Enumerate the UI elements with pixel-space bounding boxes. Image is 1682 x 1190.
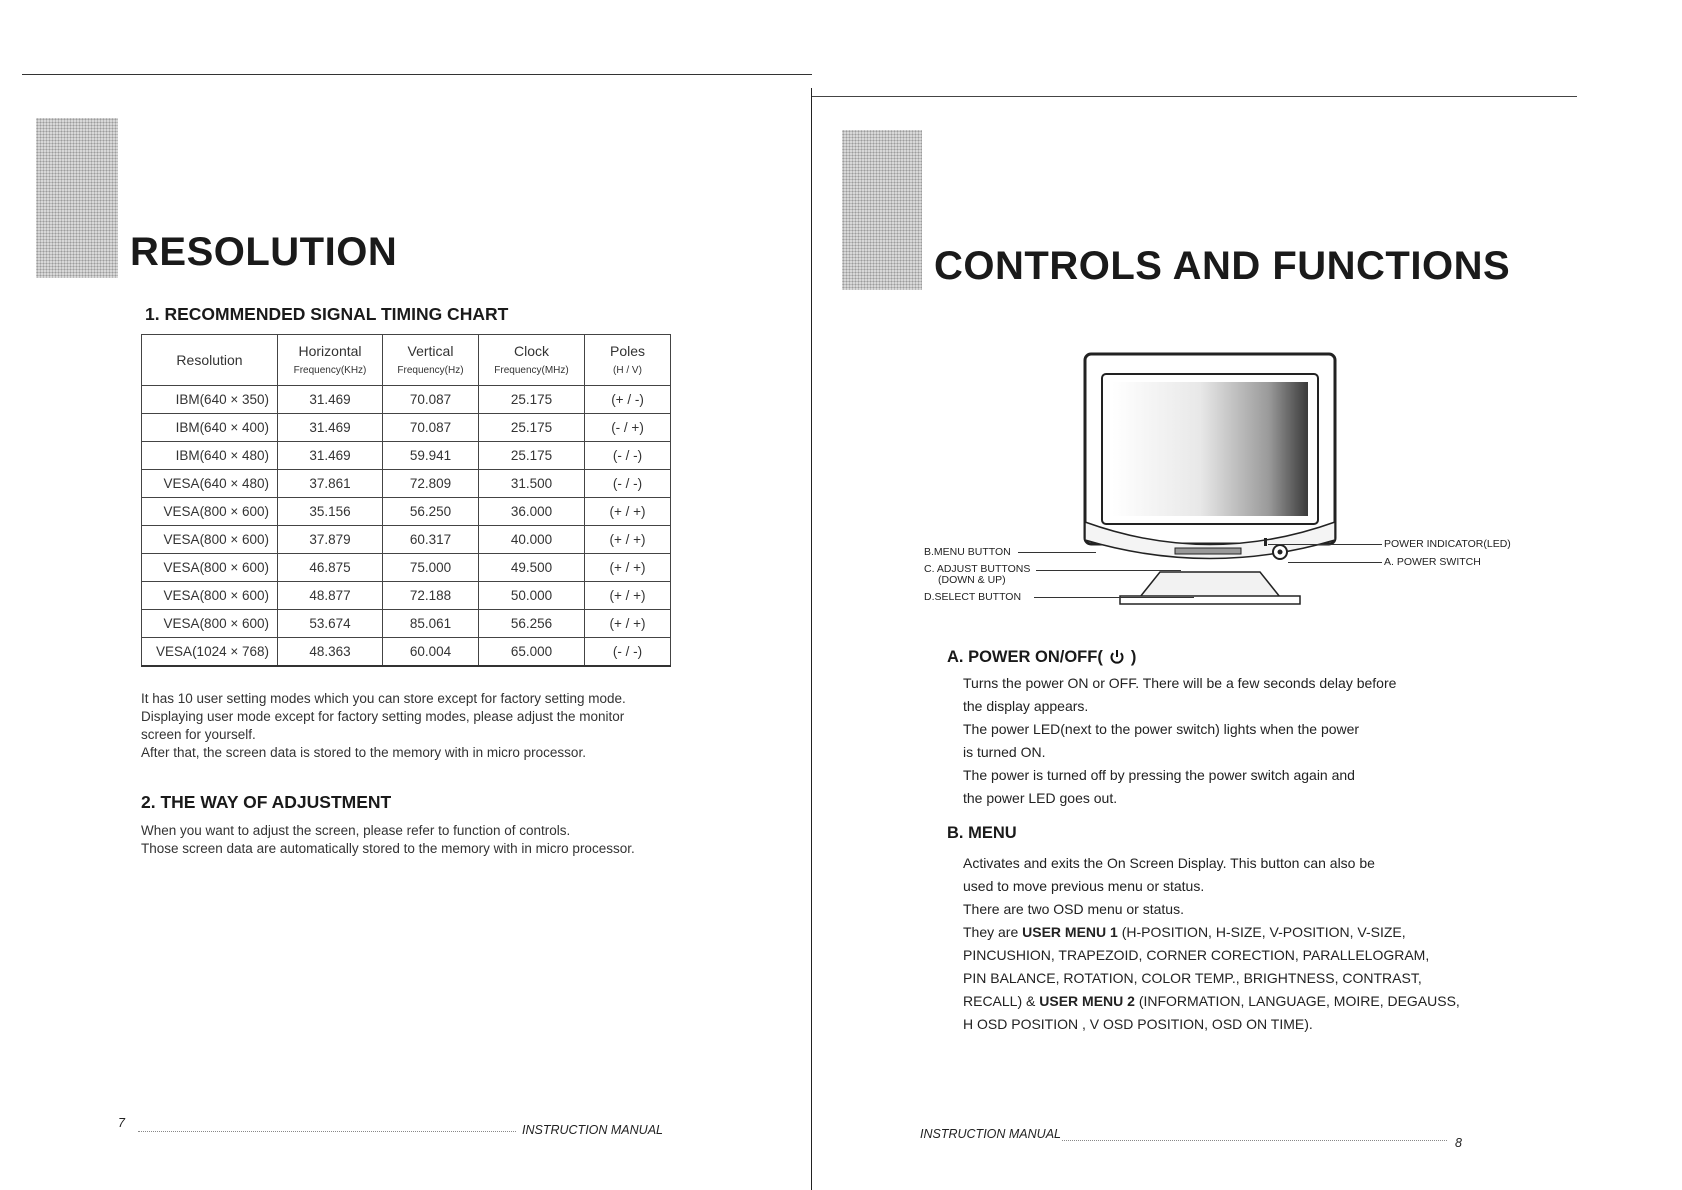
page-spine: [811, 88, 812, 1190]
menu-heading: B. MENU: [947, 824, 1017, 842]
cell-hfreq: 48.877: [278, 582, 383, 610]
title-shade-block-left: [36, 118, 118, 278]
note-line: It has 10 user setting modes which you can store except for factory setting mode.: [141, 691, 626, 706]
cell-clock: 25.175: [479, 442, 585, 470]
cell-vfreq: 72.809: [383, 470, 479, 498]
cell-resolution: VESA(800 × 600): [142, 610, 278, 638]
callout-line: [1288, 562, 1382, 563]
section1-heading: 1. RECOMMENDED SIGNAL TIMING CHART: [145, 304, 509, 324]
cell-clock: 40.000: [479, 526, 585, 554]
cell-poles: (+ / +): [585, 526, 671, 554]
callout-select-button: D.SELECT BUTTON: [924, 591, 1022, 603]
cell-vfreq: 75.000: [383, 554, 479, 582]
power-symbol-icon: [1109, 649, 1125, 665]
col-header-clock: Clock Frequency(MHz): [479, 335, 585, 386]
table-row: [142, 498, 671, 526]
menu-line: Activates and exits the On Screen Display. This button can also be: [963, 855, 1375, 871]
cell-resolution: VESA(800 × 600): [142, 498, 278, 526]
cell-hfreq: 48.363: [278, 638, 383, 667]
cell-clock: 49.500: [479, 554, 585, 582]
cell-hfreq: 31.469: [278, 386, 383, 414]
user-modes-note: [141, 690, 701, 762]
page-title-controls: CONTROLS AND FUNCTIONS: [934, 244, 1511, 288]
table-row: [142, 442, 671, 470]
cell-resolution: IBM(640 × 480): [142, 442, 278, 470]
cell-poles: (+ / +): [585, 610, 671, 638]
cell-resolution: IBM(640 × 350): [142, 386, 278, 414]
cell-vfreq: 72.188: [383, 582, 479, 610]
table-row: [142, 554, 671, 582]
callout-power-switch: A. POWER SWITCH: [1384, 556, 1481, 568]
cell-hfreq: 31.469: [278, 414, 383, 442]
power-line: The power is turned off by pressing the power switch again and: [963, 767, 1355, 783]
callout-power-indicator: POWER INDICATOR(LED): [1384, 538, 1511, 550]
power-heading-text: A. POWER ON/OFF(: [947, 648, 1103, 666]
cell-resolution: IBM(640 × 400): [142, 414, 278, 442]
note-line: After that, the screen data is stored to the memory with in micro processor.: [141, 745, 586, 760]
table-row: [142, 526, 671, 554]
cell-hfreq: 37.879: [278, 526, 383, 554]
menu-line: They are USER MENU 1 (H-POSITION, H-SIZE, V-POSITION, V-SIZE,: [963, 924, 1406, 940]
callout-line: [1268, 544, 1382, 545]
table-row: [142, 470, 671, 498]
adjustment-line: When you want to adjust the screen, please refer to function of controls.: [141, 823, 571, 838]
menu-line: H OSD POSITION , V OSD POSITION, OSD ON TIME).: [963, 1016, 1313, 1032]
cell-resolution: VESA(800 × 600): [142, 582, 278, 610]
footer-page-number-left: 7: [118, 1116, 125, 1130]
power-line: is turned ON.: [963, 744, 1046, 760]
cell-clock: 50.000: [479, 582, 585, 610]
power-line: Turns the power ON or OFF. There will be a few seconds delay before: [963, 675, 1397, 691]
cell-poles: (+ / -): [585, 386, 671, 414]
menu-line: There are two OSD menu or status.: [963, 901, 1184, 917]
note-line: Displaying user mode except for factory setting modes, please adjust the monitor: [141, 709, 625, 724]
cell-vfreq: 70.087: [383, 386, 479, 414]
cell-clock: 36.000: [479, 498, 585, 526]
cell-poles: (+ / +): [585, 582, 671, 610]
menu-description: [963, 852, 1503, 1036]
callout-line: [1036, 570, 1181, 571]
cell-vfreq: 60.317: [383, 526, 479, 554]
power-line: The power LED(next to the power switch) lights when the power: [963, 721, 1360, 737]
callout-adjust-buttons: C. ADJUST BUTTONS: [924, 563, 1031, 575]
cell-hfreq: 31.469: [278, 442, 383, 470]
cell-vfreq: 85.061: [383, 610, 479, 638]
cell-resolution: VESA(800 × 600): [142, 554, 278, 582]
power-led-icon: [1264, 538, 1267, 546]
power-line: the display appears.: [963, 698, 1089, 714]
table-header-row: [142, 335, 671, 386]
col-header-vertical: Vertical Frequency(Hz): [383, 335, 479, 386]
table-row: [142, 414, 671, 442]
note-line: screen for yourself.: [141, 727, 256, 742]
menu-line: used to move previous menu or status.: [963, 878, 1205, 894]
menu-line: RECALL) & USER MENU 2 (INFORMATION, LANGUAGE, MOIRE, DEGAUSS,: [963, 993, 1460, 1009]
cell-clock: 25.175: [479, 414, 585, 442]
cell-vfreq: 60.004: [383, 638, 479, 667]
power-line: the power LED goes out.: [963, 790, 1118, 806]
top-rule-left: [22, 74, 812, 75]
user-menu-1-label: USER MENU 1: [1022, 924, 1118, 940]
callout-menu-button: B.MENU BUTTON: [924, 546, 1011, 558]
table-row: [142, 638, 671, 667]
cell-resolution: VESA(640 × 480): [142, 470, 278, 498]
title-shade-block-right: [842, 130, 922, 290]
col-header-horizontal: Horizontal Frequency(KHz): [278, 335, 383, 386]
monitor-screen: [1112, 382, 1308, 516]
menu-line: PINCUSHION, TRAPEZOID, CORNER CORECTION, PARALLELOGRAM,: [963, 947, 1430, 963]
col-header-poles: Poles (H / V): [585, 335, 671, 386]
page-title-resolution: RESOLUTION: [130, 230, 398, 274]
cell-resolution: VESA(800 × 600): [142, 526, 278, 554]
cell-clock: 31.500: [479, 470, 585, 498]
callout-line: [1034, 597, 1194, 598]
cell-clock: 56.256: [479, 610, 585, 638]
cell-hfreq: 37.861: [278, 470, 383, 498]
power-heading: [947, 648, 1136, 667]
table-row: [142, 610, 671, 638]
cell-vfreq: 56.250: [383, 498, 479, 526]
cell-poles: (- / -): [585, 470, 671, 498]
cell-hfreq: 53.674: [278, 610, 383, 638]
cell-vfreq: 59.941: [383, 442, 479, 470]
cell-resolution: VESA(1024 × 768): [142, 638, 278, 667]
top-rule-right: [812, 96, 1577, 97]
menu-line: PIN BALANCE, ROTATION, COLOR TEMP., BRIGHTNESS, CONTRAST,: [963, 970, 1422, 986]
cell-poles: (- / -): [585, 638, 671, 667]
callout-line: [1018, 552, 1096, 553]
cell-hfreq: 46.875: [278, 554, 383, 582]
section2-heading: 2. THE WAY OF ADJUSTMENT: [141, 792, 392, 812]
cell-poles: (- / -): [585, 442, 671, 470]
cell-poles: (+ / +): [585, 498, 671, 526]
cell-clock: 65.000: [479, 638, 585, 667]
footer-leader-left: [138, 1131, 516, 1132]
callout-adjust-sub: (DOWN & UP): [938, 574, 1006, 586]
cell-poles: (+ / +): [585, 554, 671, 582]
cell-poles: (- / +): [585, 414, 671, 442]
adjustment-text: [141, 822, 711, 858]
col-header-resolution: Resolution: [142, 335, 278, 386]
cell-hfreq: 35.156: [278, 498, 383, 526]
table-row: [142, 386, 671, 414]
footer-page-number-right: 8: [1455, 1136, 1462, 1150]
power-description: [963, 672, 1503, 810]
signal-timing-table: [141, 334, 671, 667]
footer-manual-right: INSTRUCTION MANUAL: [920, 1127, 1061, 1141]
monitor-illustration: [1080, 352, 1340, 612]
monitor-base: [1140, 572, 1280, 597]
footer-manual-left: INSTRUCTION MANUAL: [522, 1123, 663, 1137]
adjustment-line: Those screen data are automatically stored to the memory with in micro processor.: [141, 841, 635, 856]
footer-leader-right: [1062, 1140, 1447, 1141]
user-menu-2-label: USER MENU 2: [1039, 993, 1135, 1009]
cell-clock: 25.175: [479, 386, 585, 414]
power-heading-close: ): [1130, 648, 1137, 666]
table-row: [142, 582, 671, 610]
monitor-button-strip: [1175, 548, 1241, 554]
cell-vfreq: 70.087: [383, 414, 479, 442]
